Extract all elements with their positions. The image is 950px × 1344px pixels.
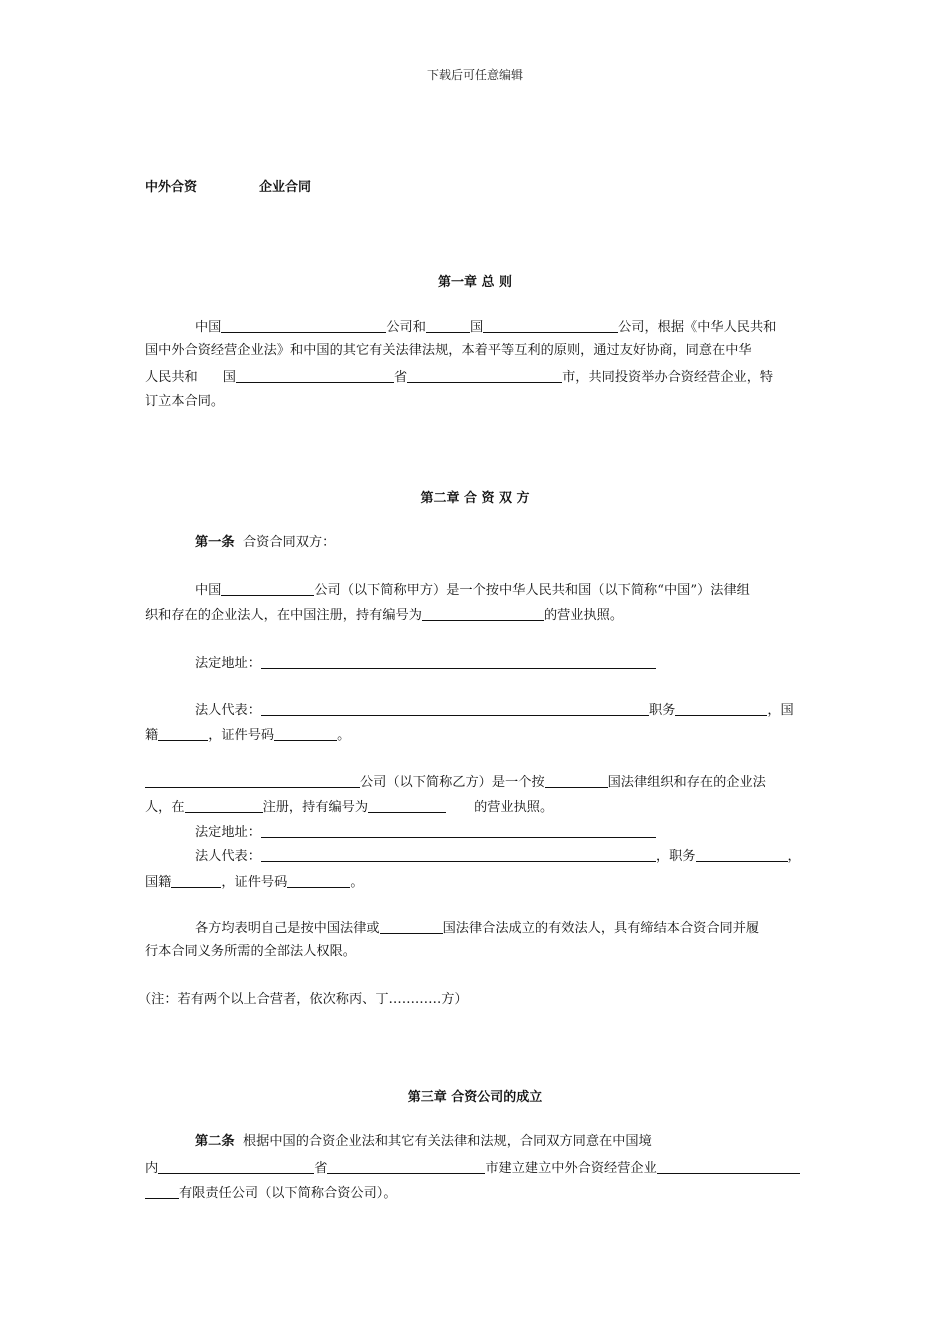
document-title: [145, 176, 311, 195]
blank-city-3[interactable]: [327, 1158, 485, 1174]
text-prc: 人民共和: [145, 370, 198, 385]
article-2-line-3: [145, 1183, 397, 1203]
blank-id-a[interactable]: [274, 725, 337, 741]
party-b-address: [195, 822, 656, 842]
text-license-b: 的营业执照。: [474, 800, 554, 815]
article-2-line-1: [195, 1133, 652, 1151]
period: 。: [337, 728, 351, 743]
representative-label-b: 法人代表：: [195, 849, 261, 864]
blank-party-b-country[interactable]: [545, 772, 608, 788]
text-guo: 国: [222, 370, 236, 385]
text-registered-b: 注册，持有编号为: [262, 800, 369, 815]
party-a-rep-line-2: [145, 725, 350, 745]
nationality-label-b: 国籍: [145, 875, 172, 890]
ch1-line-4: 订立本合同。: [145, 394, 225, 409]
duty-label-b: ，职务: [655, 849, 696, 864]
address-label-b: 法定地址：: [195, 825, 261, 840]
party-b-rep-line-2: [145, 872, 364, 892]
party-a-address: [195, 653, 656, 673]
blank-nationality-b[interactable]: [171, 872, 221, 888]
text-china: 中国: [195, 320, 222, 335]
blank-country[interactable]: [426, 317, 470, 333]
blank-jv-name[interactable]: [657, 1158, 800, 1174]
ch1-line-3: [145, 367, 773, 387]
text-province: 省: [393, 370, 408, 385]
blank-address-a[interactable]: [261, 653, 656, 669]
note: （注：若有两个以上合营者，依次称丙、丁…………方）: [138, 992, 468, 1007]
blank-duty-a[interactable]: [675, 700, 767, 716]
text-company-and: 公司和: [386, 320, 426, 335]
blank-rep-a[interactable]: [261, 700, 649, 716]
article-2-text: 根据中国的合资企业法和其它有关法律和法规，合同双方同意在中国境: [242, 1134, 652, 1149]
title-part-1: 中外合资: [145, 180, 198, 195]
article-2-label: 第二条: [195, 1134, 235, 1149]
blank-rep-b[interactable]: [261, 846, 656, 862]
id-number-label: ，证件号码: [208, 728, 275, 743]
chapter-1-title: 第一章 总 则: [437, 275, 513, 290]
blank-province[interactable]: [236, 367, 394, 383]
text-according: 公司，根据《中华人民共和: [618, 320, 777, 335]
text-province-3: 省: [314, 1161, 328, 1176]
page-header: 下载后可任意编辑: [426, 68, 523, 82]
ch1-line-1: [195, 317, 776, 337]
text-party-b-law: 国法律组织和存在的企业法: [607, 775, 766, 790]
comma: ，: [787, 849, 801, 864]
blank-license-b[interactable]: [368, 797, 446, 813]
text-license: 的营业执照。: [543, 608, 624, 623]
party-a-line-2: [145, 605, 623, 625]
blank-province-3[interactable]: [158, 1158, 314, 1174]
blank-company-foreign[interactable]: [483, 317, 618, 333]
blank-id-b[interactable]: [287, 872, 350, 888]
text-party-a-desc: 公司（以下简称甲方）是一个按中华人民共和国（以下简称“中国”）法律组: [314, 583, 750, 598]
period-b: 。: [350, 875, 364, 890]
text-registered: 织和存在的企业法人，在中国注册，持有编号为: [145, 608, 422, 623]
title-part-2: 企业合同: [259, 180, 312, 195]
party-b-rep-line-1: [195, 846, 801, 866]
text-country: 国: [469, 320, 484, 335]
text-china: 中国: [195, 583, 222, 598]
nationality-label-end: 籍: [145, 728, 159, 743]
blank-nationality-a[interactable]: [158, 725, 208, 741]
declaration-line-2: 行本合同义务所需的全部法人权限。: [145, 944, 356, 959]
article-1: [195, 534, 335, 552]
blank-party-a-company[interactable]: [221, 580, 314, 596]
text-person-at: 人，在: [145, 800, 185, 815]
text-declare: 各方均表明自己是按中国法律或: [195, 921, 380, 936]
text-city-invest: 市，共同投资举办合资经营企业，特: [562, 370, 774, 385]
ch1-line-2: 国中外合资经营企业法》和中国的其它有关法律法规，本着平等互利的原则，通过友好协商，同意在中华: [145, 343, 752, 358]
blank-company-cn[interactable]: [221, 317, 386, 333]
article-1-label: 第一条: [195, 535, 235, 550]
party-b-line-1: [145, 772, 766, 792]
article-2-line-2: [145, 1158, 800, 1178]
blank-party-b-company[interactable]: [145, 772, 360, 788]
text-party-b-desc: 公司（以下简称乙方）是一个按: [360, 775, 545, 790]
party-b-line-2: [145, 797, 553, 817]
text-inside: 内: [145, 1161, 159, 1176]
declaration-line-1: [195, 918, 759, 938]
blank-duty-b[interactable]: [696, 846, 788, 862]
party-a-line-1: [195, 580, 750, 600]
text-declare-rest: 国法律合法成立的有效法人，具有缔结本合资合同并履: [442, 921, 760, 936]
blank-decl-country[interactable]: [380, 918, 443, 934]
address-label: 法定地址：: [195, 656, 261, 671]
duty-label: 职务: [648, 703, 676, 718]
article-1-text: 合资合同双方：: [242, 535, 336, 550]
id-number-label-b: ，证件号码: [221, 875, 288, 890]
blank-jv-name-cont[interactable]: [145, 1183, 179, 1199]
blank-license-a[interactable]: [422, 605, 544, 621]
blank-city[interactable]: [407, 367, 562, 383]
blank-register-place-b[interactable]: [185, 797, 263, 813]
representative-label: 法人代表：: [195, 703, 261, 718]
text-llc: 有限责任公司（以下简称合资公司）。: [179, 1186, 397, 1201]
chapter-3-title: 第三章 合资公司的成立: [407, 1090, 543, 1105]
party-a-rep-line-1: [195, 700, 794, 720]
nationality-label-part: ，国: [767, 703, 794, 718]
blank-address-b[interactable]: [261, 822, 656, 838]
text-establish: 市建立建立中外合资经营企业: [485, 1161, 657, 1176]
chapter-2-title: 第二章 合 资 双 方: [420, 491, 530, 506]
